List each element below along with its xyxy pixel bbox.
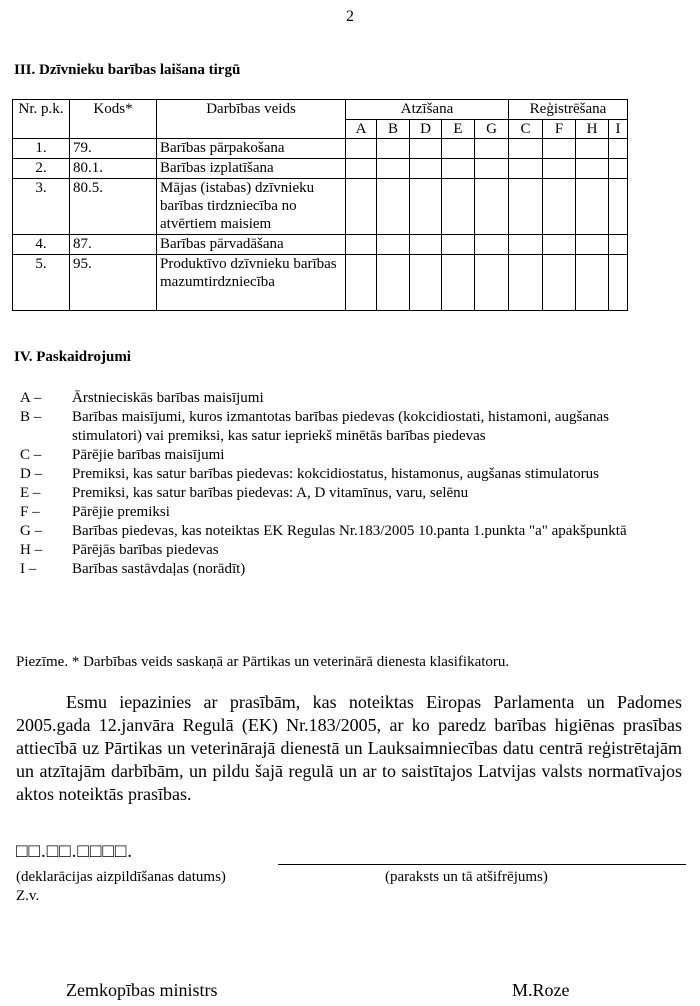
header-registresana: Reģistrēšana [509,100,628,120]
declaration-paragraph: Esmu iepazinies ar prasībām, kas noteiktas Eiropas Parlamenta un Padomes 2005.gada 12.janvāra Regulā (EK) Nr.183/2005, ar ko paredz barības higiēnas prasības attiecībā uz Pārtikas un veterinārajā dienestā un Lauksaimniecības datu centrā reģistrētajām un atzītajām darbībām, un pildu šajā regulā un ar to saistītajos Latvijas valsts normatīvajos aktos noteiktās prasības. [16,692,682,804]
row-veids: Barības izplatīšana [157,159,346,179]
checkbox-cell[interactable] [442,179,475,235]
checkbox-cell[interactable] [377,235,410,255]
header-darbibas-veids: Darbības veids [157,100,346,139]
list-item [20,389,632,408]
checkbox-cell[interactable] [442,255,475,311]
checkbox-cell[interactable] [609,255,628,311]
table-row [13,255,628,311]
row-veids: Barības pārpakošana [157,139,346,159]
row-veids: Produktīvo dzīvnieku barības mazumtirdzniecība [157,255,346,311]
row-kods: 87. [70,235,157,255]
row-nr: 3. [13,179,70,235]
col-i: I [609,119,628,139]
item-text: Barības piedevas, kas noteiktas EK Regulas Nr.183/2005 10.panta 1.punkta "a" apakšpunktā [72,523,627,539]
item-text: Barības maisījumi, kuros izmantotas barības piedevas (kokcidiostati, histamoni, augšanas stimulatori) vai premiksi, kas satur iepriekš minētās barības piedevas [72,409,609,444]
item-text: Ārstnieciskās barības maisījumi [72,390,264,406]
item-text: Pārējās barības piedevas [72,542,219,558]
item-text: Barības sastāvdaļas (norādīt) [72,561,246,577]
checkbox-cell[interactable] [346,235,377,255]
item-text: Pārējie premiksi [72,504,170,520]
list-item [20,465,632,484]
checkbox-cell[interactable] [410,139,442,159]
row-veids: Barības pārvadāšana [157,235,346,255]
checkbox-cell[interactable] [609,159,628,179]
checkbox-cell[interactable] [509,235,543,255]
header-kods: Kods* [70,100,157,139]
checkbox-cell[interactable] [576,235,609,255]
checkbox-cell[interactable] [346,179,377,235]
item-key: D – [20,466,43,482]
checkbox-cell[interactable] [377,159,410,179]
list-item [20,522,632,541]
checkbox-cell[interactable] [410,255,442,311]
row-veids: Mājas (istabas) dzīvnieku barības tirdzniecība no atvērtiem maisiem [157,179,346,235]
checkbox-cell[interactable] [475,139,509,159]
item-text: Premiksi, kas satur barības piedevas: A, D vitamīnus, varu, selēnu [72,485,469,501]
item-key: H – [20,542,43,558]
checkbox-cell[interactable] [410,235,442,255]
page-number: 2 [346,8,354,25]
checkbox-cell[interactable] [609,179,628,235]
header-atzisana: Atzīšana [346,100,509,120]
list-item [20,560,632,579]
list-item [20,446,632,465]
header-nr: Nr. p.k. [13,100,70,139]
activity-table [12,99,628,311]
row-nr: 1. [13,139,70,159]
checkbox-cell[interactable] [576,159,609,179]
row-nr: 4. [13,235,70,255]
table-row [13,139,628,159]
item-key: A – [20,390,42,406]
explanations-list [20,389,632,579]
checkbox-cell[interactable] [346,159,377,179]
row-nr: 5. [13,255,70,311]
checkbox-cell[interactable] [543,179,576,235]
checkbox-cell[interactable] [410,179,442,235]
signature-label: (paraksts un tā atšifrējums) [385,869,548,885]
checkbox-cell[interactable] [509,179,543,235]
item-key: E – [20,485,41,501]
item-key: C – [20,447,42,463]
date-field[interactable]: □□.□□.□□□□. [16,841,134,862]
checkbox-cell[interactable] [475,179,509,235]
list-item [20,408,632,446]
checkbox-cell[interactable] [543,255,576,311]
checkbox-cell[interactable] [576,255,609,311]
col-c: C [509,119,543,139]
item-key: B – [20,409,42,425]
row-kods: 80.5. [70,179,157,235]
checkbox-cell[interactable] [410,159,442,179]
col-f: F [543,119,576,139]
checkbox-cell[interactable] [475,255,509,311]
list-item [20,484,632,503]
list-item [20,503,632,522]
footnote: Piezīme. * Darbības veids saskaņā ar Pārtikas un veterinārā dienesta klasifikatoru. [16,654,510,670]
row-kods: 79. [70,139,157,159]
item-key: F – [20,504,40,520]
checkbox-cell[interactable] [442,159,475,179]
checkbox-cell[interactable] [377,255,410,311]
checkbox-cell[interactable] [509,139,543,159]
table-row [13,179,628,235]
checkbox-cell[interactable] [543,159,576,179]
item-key: G – [20,523,43,539]
row-kods: 80.1. [70,159,157,179]
table-row [13,235,628,255]
list-item [20,541,632,560]
checkbox-cell[interactable] [509,159,543,179]
section-4-title: IV. Paskaidrojumi [14,349,131,365]
minister-name: M.Roze [512,980,570,1000]
minister-title: Zemkopības ministrs [66,980,218,1000]
seal-place: Z.v. [16,888,40,904]
col-d: D [410,119,442,139]
table-row [13,159,628,179]
col-h: H [576,119,609,139]
checkbox-cell[interactable] [377,139,410,159]
row-kods: 95. [70,255,157,311]
checkbox-cell[interactable] [543,139,576,159]
section-3-title: III. Dzīvnieku barības laišana tirgū [14,62,241,78]
checkbox-cell[interactable] [543,235,576,255]
date-label: (deklarācijas aizpildīšanas datums) [16,869,226,885]
checkbox-cell[interactable] [377,179,410,235]
checkbox-cell[interactable] [576,139,609,159]
item-text: Premiksi, kas satur barības piedevas: kokcidiostatus, histamonus, augšanas stimulatorus [72,466,600,482]
row-nr: 2. [13,159,70,179]
checkbox-cell[interactable] [346,139,377,159]
checkbox-cell[interactable] [576,179,609,235]
col-b: B [377,119,410,139]
checkbox-cell[interactable] [609,235,628,255]
checkbox-cell[interactable] [442,235,475,255]
table-header-row [13,100,628,120]
checkbox-cell[interactable] [475,159,509,179]
col-a: A [346,119,377,139]
checkbox-cell[interactable] [475,235,509,255]
signature-line[interactable] [278,864,686,865]
col-e: E [442,119,475,139]
checkbox-cell[interactable] [442,139,475,159]
col-g: G [475,119,509,139]
checkbox-cell[interactable] [346,255,377,311]
item-key: I – [20,561,37,577]
checkbox-cell[interactable] [609,139,628,159]
checkbox-cell[interactable] [509,255,543,311]
item-text: Pārējie barības maisījumi [72,447,225,463]
